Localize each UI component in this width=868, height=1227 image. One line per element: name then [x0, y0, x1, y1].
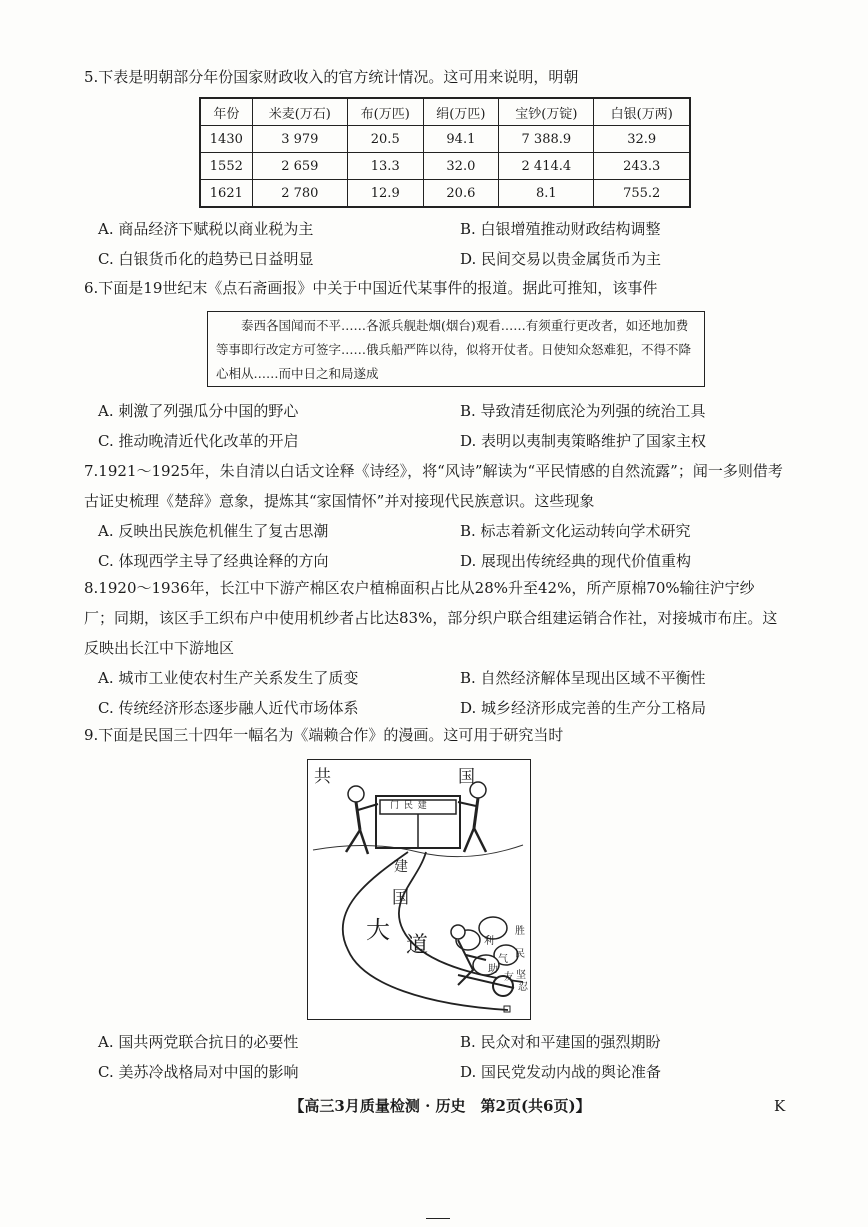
table-cell: 13.3	[347, 153, 423, 180]
table-header: 年份	[200, 98, 252, 126]
question-5-options	[84, 214, 784, 274]
option-c[interactable]: C. 推动晚清近代化改革的开启	[98, 432, 299, 450]
quote-text: 泰西各国闻而不平……各派兵舰赴烟(烟台)观看……有须重行更改者，如还地加费等事即行改定方可签字……俄兵船严阵以待，似将开仗者。日使知众怒难犯，不得不降心相从……而中日之和局遂成	[216, 318, 692, 381]
cartoon-illustration	[307, 759, 531, 1020]
table-cell: 2 659	[252, 153, 347, 180]
table-header: 宝钞(万锭)	[499, 98, 594, 126]
table-cell: 1552	[200, 153, 252, 180]
table-cell: 20.5	[347, 126, 423, 153]
table-header: 米麦(万石)	[252, 98, 347, 126]
table-cell: 12.9	[347, 180, 423, 208]
cartoon-sack-char: 胜	[515, 926, 525, 937]
cartoon-sack-char: 气	[498, 954, 508, 965]
question-9-stem: 9.下面是民国三十四年一幅名为《端赖合作》的漫画。这可用于研究当时	[84, 726, 564, 744]
question-5	[84, 62, 784, 92]
option-c[interactable]: C. 白银货币化的趋势已日益明显	[98, 250, 314, 268]
question-7	[84, 456, 784, 576]
table-header-row	[200, 98, 690, 126]
option-d[interactable]: D. 民间交易以贵金属货币为主	[460, 250, 662, 268]
option-d[interactable]: D. 展现出传统经典的现代价值重构	[460, 552, 692, 570]
table-header: 白银(万两)	[594, 98, 690, 126]
table-cell: 20.6	[423, 180, 499, 208]
newspaper-quote	[207, 311, 705, 387]
cartoon-gate-text: 门 民 建	[390, 801, 428, 811]
question-9-options	[84, 1027, 784, 1087]
cartoon-sack-char: 忍	[518, 982, 528, 993]
table-cell: 2 780	[252, 180, 347, 208]
cartoon-label-right: 国	[458, 767, 475, 787]
table-row	[200, 126, 690, 153]
cartoon-road-char: 建	[394, 859, 408, 875]
question-5-stem: 5.下表是明朝部分年份国家财政收入的官方统计情况。这可用来说明，明朝	[84, 68, 579, 86]
cartoon-label-left: 共	[314, 767, 331, 787]
table-cell: 7 388.9	[499, 126, 594, 153]
option-c[interactable]: C. 传统经济形态逐步融人近代市场体系	[98, 699, 359, 717]
cartoon-sack-char: 利	[484, 936, 494, 947]
cartoon-sack-char: 坚	[516, 970, 526, 981]
table-row	[200, 153, 690, 180]
option-a[interactable]: A. 商品经济下赋税以商业税为主	[98, 220, 314, 238]
fiscal-table	[199, 97, 691, 208]
option-b[interactable]: B. 导致清廷彻底沦为列强的统治工具	[460, 402, 706, 420]
option-a[interactable]: A. 反映出民族危机催生了复古思潮	[98, 522, 329, 540]
table-cell: 1621	[200, 180, 252, 208]
cartoon-sack-char: 民	[515, 949, 525, 960]
table-cell: 32.9	[594, 126, 690, 153]
option-b[interactable]: B. 民众对和平建国的强烈期盼	[460, 1033, 661, 1051]
cartoon-road-char: 大	[366, 916, 390, 944]
table-cell: 2 414.4	[499, 153, 594, 180]
page-footer: 【高三3月质量检测 · 历史 第2页(共6页)】	[289, 1097, 591, 1115]
table-header: 绢(万匹)	[423, 98, 499, 126]
table-cell: 3 979	[252, 126, 347, 153]
option-b[interactable]: B. 自然经济解体呈现出区域不平衡性	[460, 669, 706, 687]
cartoon-sack-char: 友	[504, 972, 514, 983]
option-a[interactable]: A. 城市工业使农村生产关系发生了质变	[98, 669, 359, 687]
option-b[interactable]: B. 标志着新文化运动转向学术研究	[460, 522, 691, 540]
table-cell: 32.0	[423, 153, 499, 180]
option-d[interactable]: D. 国民党发动内战的舆论准备	[460, 1063, 662, 1081]
table-cell: 1430	[200, 126, 252, 153]
option-a[interactable]: A. 刺激了列强瓜分中国的野心	[98, 402, 299, 420]
option-a[interactable]: A. 国共两党联合抗日的必要性	[98, 1033, 299, 1051]
version-mark: K	[774, 1097, 786, 1115]
cartoon-sack-char: 助	[488, 964, 498, 975]
question-6	[84, 273, 784, 303]
cartoon-road-char: 道	[406, 933, 429, 958]
table-cell: 243.3	[594, 153, 690, 180]
table-cell: 8.1	[499, 180, 594, 208]
table-cell: 755.2	[594, 180, 690, 208]
table-cell: 94.1	[423, 126, 499, 153]
question-8-stem: 8.1920～1936年，长江中下游产棉区农户植棉面积占比从28%升至42%，所产原棉70%输往沪宁纱厂；同期，该区手工织布户中使用机纱者占比达83%，部分织户联合组建运销合作社，对接城市布庄。这反映出长江中下游地区	[84, 579, 778, 657]
question-9	[84, 720, 784, 750]
option-c[interactable]: C. 美苏冷战格局对中国的影响	[98, 1063, 299, 1081]
option-d[interactable]: D. 城乡经济形成完善的生产分工格局	[460, 699, 707, 717]
cartoon-road-char: 国	[392, 888, 409, 908]
crop-mark	[426, 1218, 450, 1219]
option-d[interactable]: D. 表明以夷制夷策略维护了国家主权	[460, 432, 707, 450]
question-6-options	[84, 396, 784, 456]
option-b[interactable]: B. 白银增殖推动财政结构调整	[460, 220, 661, 238]
question-7-stem: 7.1921～1925年，朱自清以白话文诠释《诗经》，将“风诗”解读为“平民情感的自然流露”；闻一多则借考古证史梳理《楚辞》意象，提炼其“家国情怀”并对接现代民族意识。这些现象	[84, 462, 783, 510]
option-c[interactable]: C. 体现西学主导了经典诠释的方向	[98, 552, 329, 570]
question-6-stem: 6.下面是19世纪末《点石斋画报》中关于中国近代某事件的报道。据此可推知，该事件	[84, 279, 658, 297]
table-header: 布(万匹)	[347, 98, 423, 126]
question-8	[84, 573, 784, 723]
table-row	[200, 180, 690, 208]
